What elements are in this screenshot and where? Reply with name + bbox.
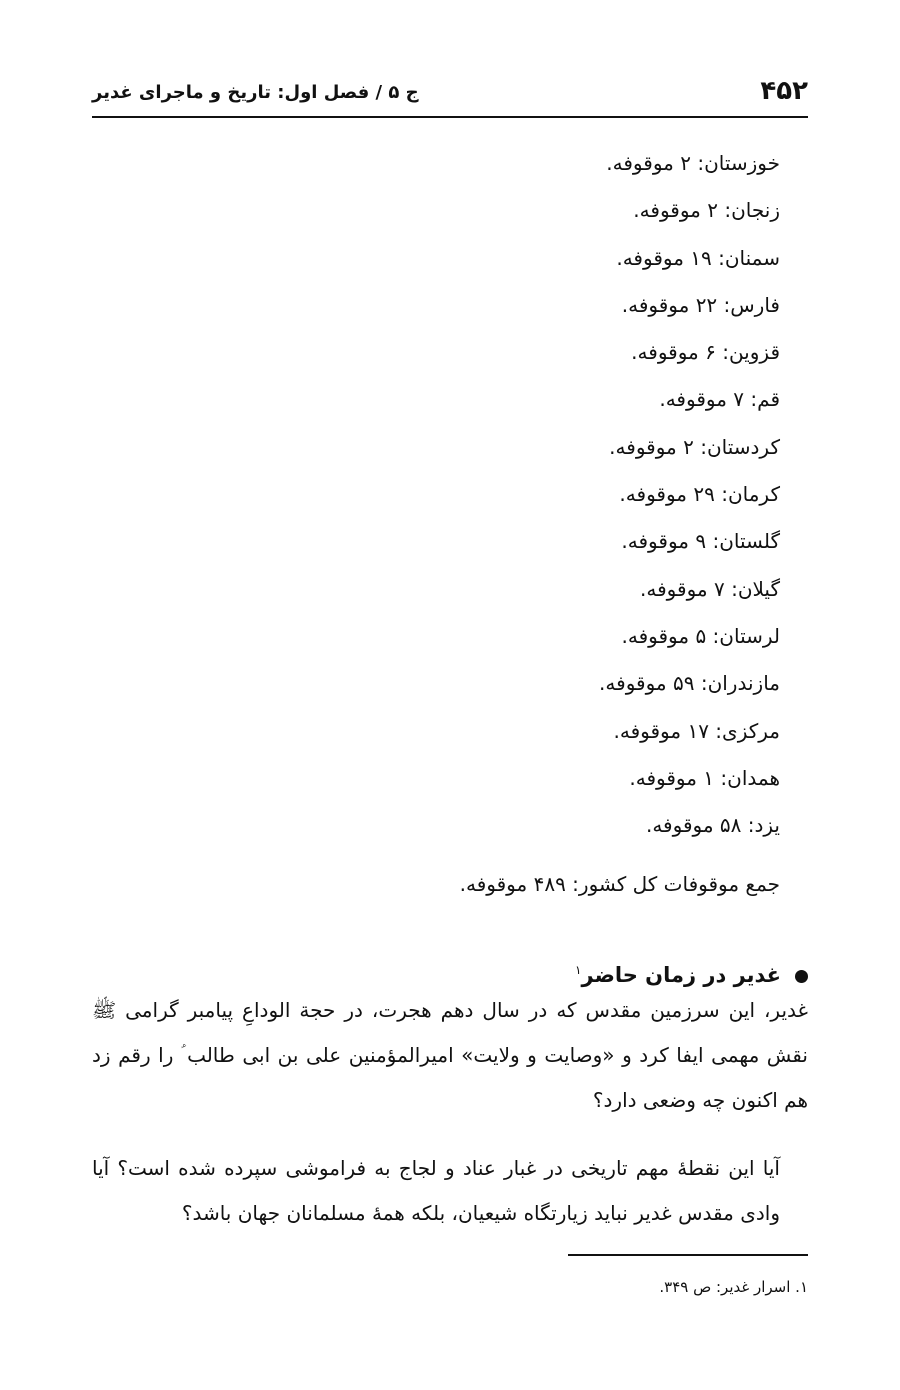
footnote-marker: ۱ bbox=[575, 963, 582, 977]
bullet-icon bbox=[795, 970, 808, 983]
list-item: گیلان: ۷ موقوفه. bbox=[640, 576, 780, 601]
list-item: خوزستان: ۲ موقوفه. bbox=[606, 151, 780, 175]
list-item: یزد: ۵۸ موقوفه. bbox=[645, 813, 780, 838]
list-item: قم: ۷ موقوفه. bbox=[659, 387, 780, 412]
running-title: ج ۵ / فصل اول: تاریخ و ماجرای غدیر bbox=[92, 82, 419, 103]
province-list bbox=[280, 140, 780, 849]
total-line: جمع موقوفات کل کشور: ۴۸۹ موقوفه. bbox=[459, 872, 780, 896]
list-item: مازندران: ۵۹ موقوفه. bbox=[599, 671, 780, 696]
body-paragraph: غدیر، این سرزمین مقدس که در سال دهم هجرت، در حجة الوداعِ پیامبر گرامی ﷺ نقش مهمی ایفا کرد و «وصایت و ولایت» امیرالمؤمنین علی بن ابی طالب ؑ را رقم زد هم اکنون چه وضعی دارد؟ bbox=[92, 998, 808, 1112]
section-heading-text: غدیر در زمان حاضر bbox=[581, 963, 781, 987]
body-paragraph: آیا این نقطهٔ مهم تاریخی در غبار عناد و لجاج به فراموشی سپرده شده است؟ آیا وادی مقدس غدیر نباید زیارتگاه شیعیان، بلکه همهٔ مسلمانان جهان باشد؟ bbox=[92, 1156, 780, 1225]
list-item: کرمان: ۲۹ موقوفه. bbox=[619, 482, 780, 507]
list-item: لرستان: ۵ موقوفه. bbox=[621, 623, 780, 648]
list-item: مرکزی: ۱۷ موقوفه. bbox=[613, 718, 780, 743]
list-item: زنجان: ۲ موقوفه. bbox=[633, 198, 780, 223]
footnote-rule bbox=[568, 1254, 808, 1256]
list-item: قزوین: ۶ موقوفه. bbox=[631, 340, 780, 365]
header-rule bbox=[92, 116, 808, 118]
page-header bbox=[92, 72, 808, 112]
list-item: فارس: ۲۲ موقوفه. bbox=[621, 292, 780, 317]
list-item: کردستان: ۲ موقوفه. bbox=[609, 434, 780, 459]
page-number: ۴۵۲ bbox=[760, 76, 808, 106]
list-item: همدان: ۱ موقوفه. bbox=[629, 765, 780, 790]
footnote: ۱. اسرار غدیر: ص ۳۴۹. bbox=[659, 1278, 808, 1296]
list-item: گلستان: ۹ موقوفه. bbox=[621, 529, 780, 554]
list-item: سمنان: ۱۹ موقوفه. bbox=[616, 245, 780, 270]
